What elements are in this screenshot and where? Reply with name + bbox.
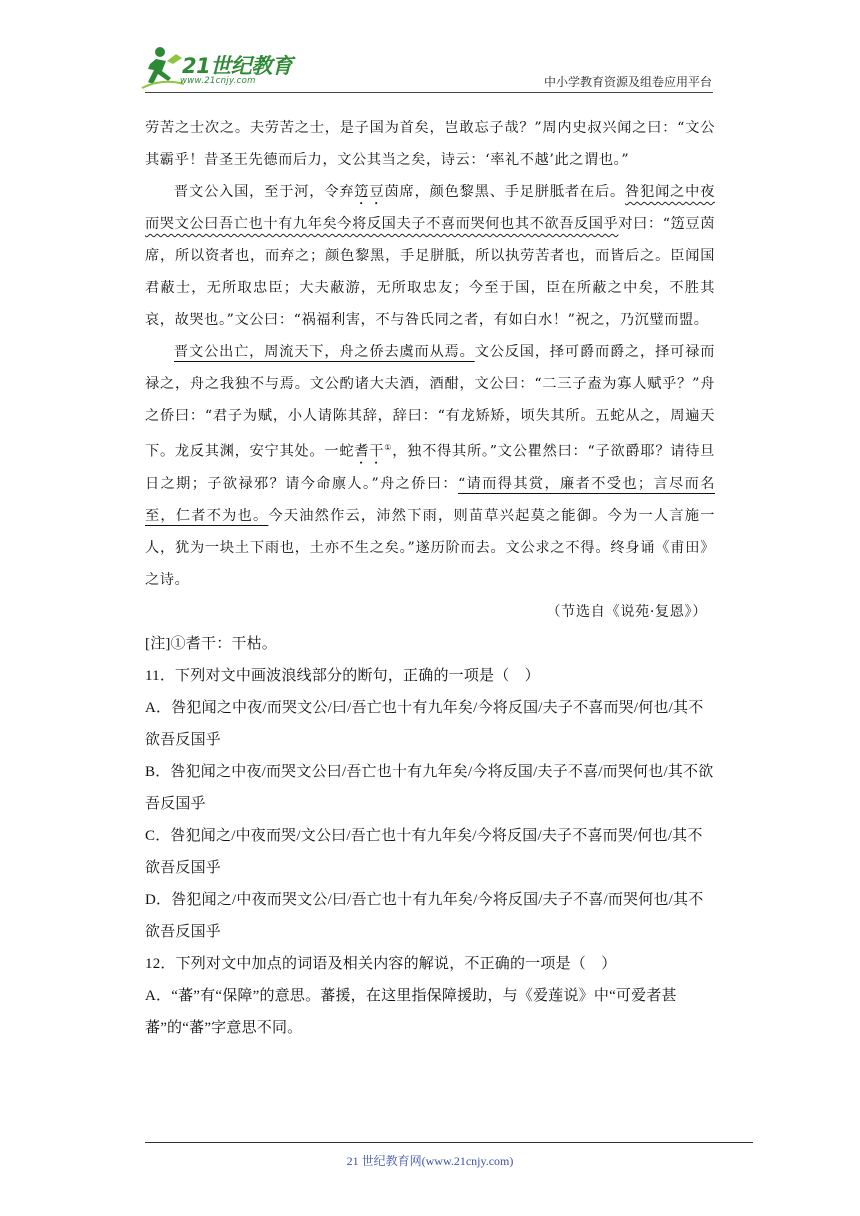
underlined-sentence-1: 晋文公出亡，周流天下，舟之侨去虞而从焉。 <box>174 344 475 360</box>
question-12-stem: 12．下列对文中加点的词语及相关内容的解说，不正确的一项是（ ） <box>145 955 617 972</box>
p3-text-a: 文公反国，择可爵而爵之，择可禄而禄之，舟之我独不与焉。文公酌诸大夫酒，酒酣，文公曰：“二三子盍为寡人赋乎？”舟之侨曰：“君子为赋，小人请陈其辞，辞曰：“有龙矫矫，顷失其所。五蛇从之，周遍天下。龙反其渊，安宁其处。一蛇 <box>145 344 715 460</box>
footnote-marker: ① <box>384 443 393 452</box>
platform-name: 中小学教育资源及组卷应用平台 <box>543 75 712 89</box>
footer-divider <box>145 1142 753 1143</box>
dotted-word-qigan: 耆干 <box>354 443 385 460</box>
p2-text-b: 茵席，颜色黎黑、手足胼胝者在后。 <box>384 184 626 200</box>
question-11-option-b: B．咎犯闻之中夜/而哭文公曰/吾亡也十有九年矣/今将反国/夫子不喜/而哭何也/其不欲吾反国乎 <box>145 763 714 812</box>
p2-text-a: 晋文公入国，至于河，令弃 <box>174 184 355 200</box>
logo-url: www.21cnjy.com <box>180 76 256 86</box>
underlined-sentence-2: “请而得其赏，廉者不受也；言尽而名至，仁者不为也。 <box>145 475 715 524</box>
p3-text-b: ，独不得其所。”文公瞿然曰：“子欲爵耶？请待旦日之期；子欲禄邪？请今命廪人。”舟之侨曰： <box>145 443 715 492</box>
dotted-word-biandou: 笾豆 <box>354 184 385 200</box>
passage-paragraph-2 <box>145 176 715 336</box>
question-12-option-a: A．“蕃”有“保障”的意思。蕃援，在这里指保障援助，与《爱莲说》中“可爱者甚蕃”的“蕃”字意思不同。 <box>145 987 677 1036</box>
header-divider <box>145 92 713 93</box>
footnote: [注]①耆干：干枯。 <box>145 635 277 652</box>
site-logo[interactable] <box>140 44 315 96</box>
question-11-stem: 11．下列对文中画波浪线部分的断句，正确的一项是（ ） <box>145 667 540 684</box>
passage-paragraph-3 <box>145 336 715 596</box>
footer-link[interactable]: 21 世纪教育网(www.21cnjy.com) <box>346 1154 514 1168</box>
question-11-option-c: C．咎犯闻之/中夜而哭/文公曰/吾亡也十有九年矣/今将反国/夫子不喜而哭/何也/其不欲吾反国乎 <box>145 827 703 876</box>
question-11-option-a: A．咎犯闻之中夜/而哭文公/曰/吾亡也十有九年矣/今将反国/夫子不喜而哭/何也/其不欲吾反国乎 <box>145 699 704 748</box>
passage-source: （节选自《说苑·复恩》） <box>546 603 707 620</box>
passage-paragraph-1: 劳苦之士次之。夫劳苦之士，是子国为首矣，岂敢忘子哉？”周内史叔兴闻之曰：“文公其霸乎！昔圣王先德而后力，文公其当之矣，诗云：‘率礼不越’此之谓也。” <box>145 120 715 168</box>
page-header <box>0 0 860 100</box>
logo-text: 21世纪教育 <box>182 54 293 78</box>
document-body <box>145 112 715 1044</box>
p3-text-c: 今天油然作云，沛然下雨，则苗草兴起莫之能御。今为一人言施一人，犹为一块土下雨也，土亦不生之矣。”遂历阶而去。文公求之不得。终身诵《甫田》之诗。 <box>145 507 715 588</box>
p2-text-c: 对曰：“笾豆茵席，所以资者也，而弃之；颜色黎黑，手足胼胝，所以执劳苦者也，而皆后之。臣闻国君蔽士，无所取忠臣；大夫蔽游，无所取忠友；今至于国，臣在所蔽之中矣，不胜其哀，故哭也。”文公曰：“祸福利害，不与咎氏同之者，有如白水！”祝之，乃沉璧而盟。 <box>145 216 715 328</box>
wavy-underlined-sentence: 咎犯闻之中夜而哭文公曰吾亡也十有九年矣今将反国夫子不喜而哭何也其不欲吾反国乎 <box>145 184 716 232</box>
question-11-option-d: D．咎犯闻之/中夜而哭文公/曰/吾亡也十有九年矣/今将反国/夫子不喜/而哭何也/其不欲吾反国乎 <box>145 891 704 940</box>
